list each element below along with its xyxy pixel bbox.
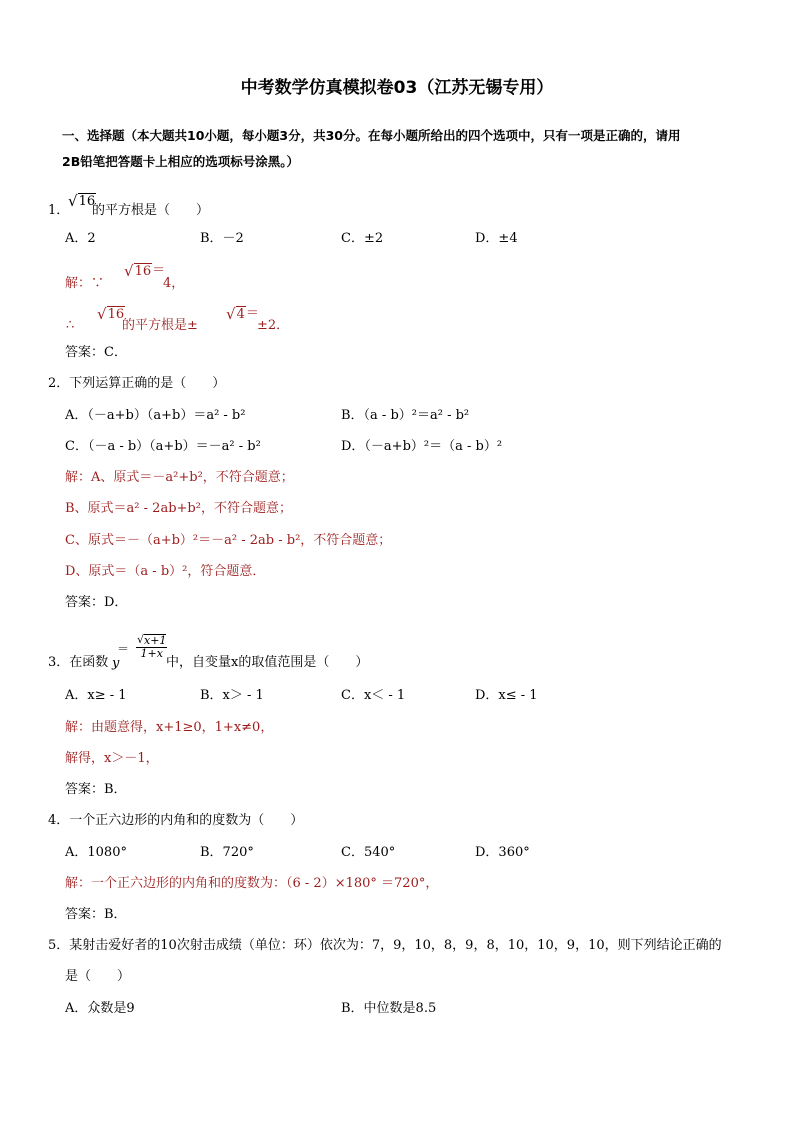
q4-option-a: A．1080° (65, 845, 127, 860)
radical-icon: √ (124, 262, 134, 280)
q3-option-b: B．x＞ - 1 (200, 688, 264, 703)
q3-option-a: A．x≥ - 1 (65, 688, 127, 703)
q3-solution-2: 解得，x＞－1， (65, 751, 159, 766)
radical-icon: √ (137, 633, 145, 646)
q4-option-c: C．540° (341, 845, 396, 860)
q1-answer: 答案：C． (65, 345, 127, 360)
section-heading-line1: 一、选择题（本大题共10小题，每小题3分，共30分。在每小题所给出的四个选项中，只有一项是正确的，请用 (62, 128, 681, 143)
radical-icon: √ (68, 192, 78, 210)
q1-solution2-equals: ＝ (245, 306, 259, 321)
q1-solution-sqrt (124, 263, 165, 280)
radical-icon: √ (97, 305, 107, 323)
q1-solution2-radicand2: 4 (236, 307, 245, 322)
q2-option-c: C．（－a - b）（a+b）＝－a² - b² (65, 439, 261, 454)
q1-solution-result: 4， (163, 276, 185, 291)
q1-solution2-mid: 的平方根是± (122, 318, 198, 333)
q1-option-a: A．2 (65, 231, 96, 246)
section-heading-line2: 2B铅笔把答题卡上相应的选项标号涂黑。） (62, 154, 299, 169)
q1-option-b: B．－2 (200, 231, 244, 246)
q2-answer: 答案：D． (65, 595, 128, 610)
q3-stem-post: 中，自变量x的取值范围是（ ） (166, 655, 369, 670)
q2-option-d: D．（－a+b）²＝（a - b）² (341, 439, 503, 454)
q3-denominator: 1+x (140, 647, 163, 660)
q2-solution-b: B、原式＝a² - 2ab+b²，不符合题意； (65, 501, 292, 516)
q4-answer: 答案：B． (65, 907, 127, 922)
q3-option-d: D．x≤ - 1 (475, 688, 538, 703)
q4-solution: 解：一个正六边形的内角和的度数为：（6 - 2）×180° ＝720°， (65, 876, 439, 891)
q2-solution-c: C、原式＝－（a+b）²＝－a² - 2ab - b²，不符合题意； (65, 533, 392, 548)
radical-icon: √ (226, 305, 236, 323)
q2-option-a: A．（－a+b）（a+b）＝a² - b² (65, 408, 246, 423)
q5-stem-line1: 5．某射击爱好者的10次射击成绩（单位：环）依次为：7，9，10，8，9，8，10，10，9，10，则下列结论正确的 (48, 938, 722, 953)
q3-y: y (112, 656, 120, 671)
q3-numerator-radicand: x+1 (144, 634, 167, 647)
q1-solution-prefix: 解：∵ (65, 276, 105, 291)
page-title: 中考数学仿真模拟卷03（江苏无锡专用） (240, 78, 554, 98)
q5-stem-line2: 是（ ） (65, 969, 131, 984)
q1-number: 1． (48, 203, 70, 218)
q1-option-d: D．±4 (475, 231, 518, 246)
q5-option-b: B．中位数是8.5 (341, 1001, 437, 1016)
q1-radicand: 16 (78, 194, 96, 209)
q1-option-c: C．±2 (341, 231, 384, 246)
q3-stem-pre: 3．在函数 (48, 655, 109, 670)
q1-solution2-radicand: 16 (107, 307, 125, 322)
q2-solution-d: D、原式＝（a - b）²，符合题意． (65, 564, 266, 579)
q1-solution2-result: ±2． (257, 318, 290, 333)
q3-equals: ＝ (117, 642, 130, 656)
q1-solution-equals: ＝ (152, 263, 166, 278)
q1-therefore: ∴ (66, 318, 75, 333)
q1-stem: 的平方根是（ ） (92, 203, 210, 218)
q3-option-c: C．x＜ - 1 (341, 688, 406, 703)
q4-stem: 4．一个正六边形的内角和的度数为（ ） (48, 813, 304, 828)
q5-option-a: A．众数是9 (65, 1001, 135, 1016)
q2-solution-a: 解：A、原式＝－a²+b²，不符合题意； (65, 470, 294, 485)
q1-solution-radicand: 16 (134, 264, 152, 279)
q3-solution-1: 解：由题意得，x+1≥0，1+x≠0， (65, 720, 274, 735)
q3-answer: 答案：B． (65, 782, 127, 797)
q2-stem: 2．下列运算正确的是（ ） (48, 376, 226, 391)
q4-option-d: D．360° (475, 845, 530, 860)
q3-fraction (136, 634, 167, 660)
q3-numerator (136, 634, 167, 648)
q4-option-b: B．720° (200, 845, 254, 860)
q1-solution2-sqrt4 (226, 306, 259, 323)
q2-option-b: B．（a - b）²＝a² - b² (341, 408, 470, 423)
q1-solution2-sqrt (97, 306, 125, 323)
